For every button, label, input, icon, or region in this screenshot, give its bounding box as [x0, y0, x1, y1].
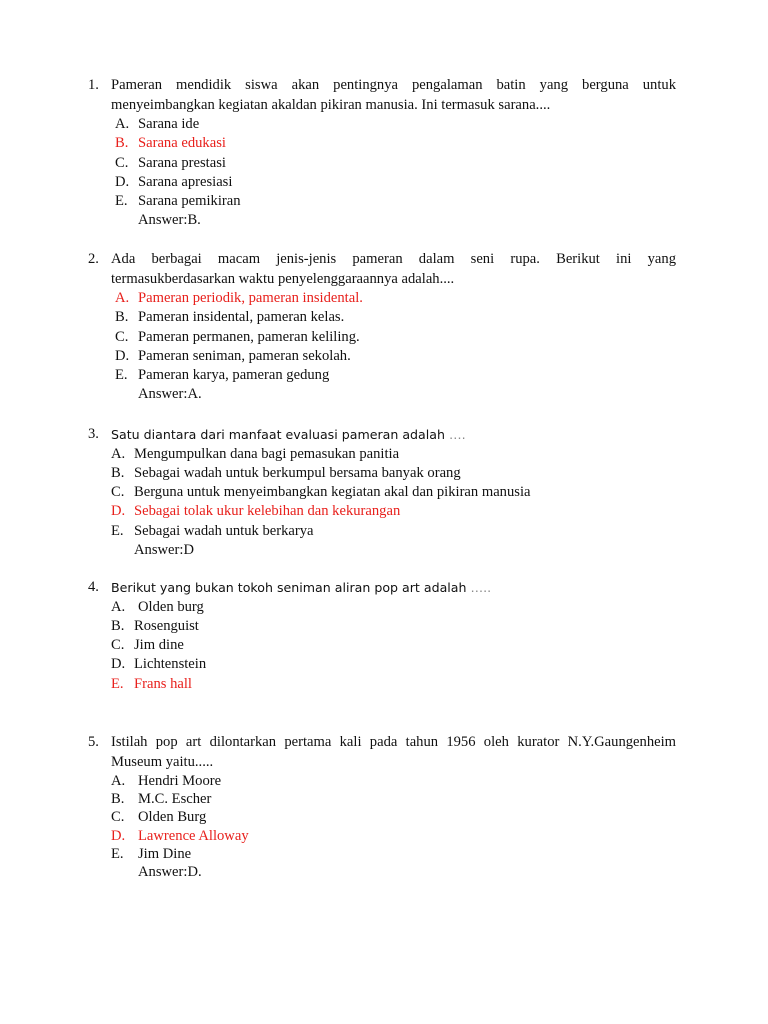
option-letter: D. [111, 656, 126, 673]
question-text: Pameran mendidik siswa akan pentingnya pengalaman batin yang berguna untuk menyeimbangkan kegiatan akaldan pikiran manusia. Ini termasuk sarana.... [111, 77, 676, 113]
option-letter: B. [111, 464, 125, 481]
question-dots: …. [448, 427, 466, 442]
option-text: Lawrence Alloway [138, 827, 249, 844]
option-letter: E. [111, 845, 124, 862]
answer-line: Answer:D [134, 541, 194, 558]
option-text: Sebagai wadah untuk berkarya [134, 522, 314, 539]
option-b [111, 617, 676, 636]
options-list [115, 115, 676, 211]
option-letter: C. [111, 637, 125, 654]
option-d-correct [111, 502, 676, 521]
option-letter: C. [111, 809, 125, 826]
option-e [115, 192, 676, 211]
option-c [115, 328, 676, 347]
option-b [115, 308, 676, 327]
option-a [111, 598, 676, 617]
option-letter: A. [111, 598, 126, 615]
option-text: Jim dine [134, 637, 184, 654]
option-text: M.C. Escher [138, 791, 212, 808]
option-text: Pameran periodik, pameran insidental. [138, 290, 363, 306]
option-e [115, 366, 676, 385]
option-text: Olden Burg [138, 809, 207, 826]
option-text: Frans hall [134, 675, 192, 692]
option-letter: E. [115, 193, 128, 210]
question-2 [88, 250, 676, 405]
option-text: Sarana apresiasi [138, 173, 233, 190]
question-dots: ….. [470, 580, 492, 595]
question-text-body: Satu diantara dari manfaat evaluasi pameran adalah [111, 427, 445, 442]
option-letter: D. [115, 347, 130, 364]
option-text: Sarana prestasi [138, 154, 226, 171]
option-letter: A. [111, 773, 126, 789]
question-text [111, 425, 676, 445]
options-list [111, 598, 676, 694]
option-letter: B. [115, 135, 129, 152]
option-text: Hendri Moore [138, 773, 222, 789]
question-text-body: Berikut yang bukan tokoh seniman aliran pop art adalah [111, 580, 467, 595]
option-a [111, 445, 676, 464]
option-e-correct [111, 675, 676, 694]
option-letter: D. [111, 827, 126, 844]
option-text: Mengumpulkan dana bagi pemasukan panitia [134, 445, 400, 462]
question-number: 3. [88, 426, 99, 442]
question-number: 5. [88, 734, 99, 750]
option-letter: E. [111, 522, 124, 539]
question-5 [88, 733, 676, 881]
option-letter: B. [111, 617, 125, 634]
option-text: Rosenguist [134, 617, 199, 634]
option-text: Sarana pemikiran [138, 193, 241, 210]
option-letter: E. [115, 367, 128, 384]
option-a [115, 115, 676, 134]
option-letter: B. [111, 791, 125, 808]
question-4 [88, 578, 676, 694]
option-letter: C. [111, 484, 125, 501]
option-c [111, 636, 676, 655]
option-letter: A. [115, 290, 130, 306]
option-text: Jim Dine [138, 845, 192, 862]
options-list [111, 772, 676, 863]
option-a [111, 772, 676, 790]
option-c [115, 154, 676, 173]
option-text: Sarana ide [138, 116, 200, 132]
option-c [111, 808, 676, 826]
question-text [111, 578, 676, 598]
option-letter: B. [115, 309, 129, 326]
question-text: Ada berbagai macam jenis-jenis pameran dalam seni rupa. Berikut ini yang termasukberdasarkan waktu penyelenggaraannya adalah.... [111, 251, 676, 287]
question-1 [88, 76, 676, 231]
question-number: 2. [88, 251, 99, 267]
option-text: Sebagai tolak ukur kelebihan dan kekurangan [134, 503, 401, 520]
option-b-correct [115, 134, 676, 153]
option-letter: E. [111, 675, 124, 692]
option-text: Berguna untuk menyeimbangkan kegiatan akal dan pikiran manusia [134, 484, 531, 501]
question-number: 1. [88, 77, 99, 93]
option-letter: C. [115, 154, 129, 171]
option-d [115, 173, 676, 192]
option-letter: A. [111, 445, 126, 462]
option-letter: A. [115, 116, 130, 132]
option-e [111, 845, 676, 863]
options-list [111, 445, 676, 541]
option-b [111, 790, 676, 808]
question-text: Istilah pop art dilontarkan pertama kali pada tahun 1956 oleh kurator N.Y.Gaungenheim Museum yaitu..... [111, 734, 676, 770]
option-text: Pameran seniman, pameran sekolah. [138, 347, 351, 364]
answer-line: Answer:B. [138, 212, 201, 229]
option-text: Pameran karya, pameran gedung [138, 367, 330, 384]
option-text: Pameran insidental, pameran kelas. [138, 309, 345, 326]
option-d-correct [111, 827, 676, 845]
options-list [115, 289, 676, 385]
question-number: 4. [88, 579, 99, 595]
option-text: Lichtenstein [134, 656, 207, 673]
option-text: Sarana edukasi [138, 135, 226, 152]
question-3 [88, 425, 676, 560]
option-letter: D. [115, 173, 130, 190]
option-e [111, 522, 676, 541]
option-b [111, 464, 676, 483]
option-d [111, 655, 676, 674]
option-letter: C. [115, 328, 129, 345]
option-a-correct [115, 289, 676, 308]
option-d [115, 347, 676, 366]
option-text: Sebagai wadah untuk berkumpul bersama banyak orang [134, 464, 461, 481]
answer-line: Answer:A. [138, 386, 202, 403]
option-text: Pameran permanen, pameran keliling. [138, 328, 360, 345]
option-text: Olden burg [138, 598, 204, 615]
answer-line: Answer:D. [138, 863, 202, 880]
option-letter: D. [111, 503, 126, 520]
option-c [111, 483, 676, 502]
